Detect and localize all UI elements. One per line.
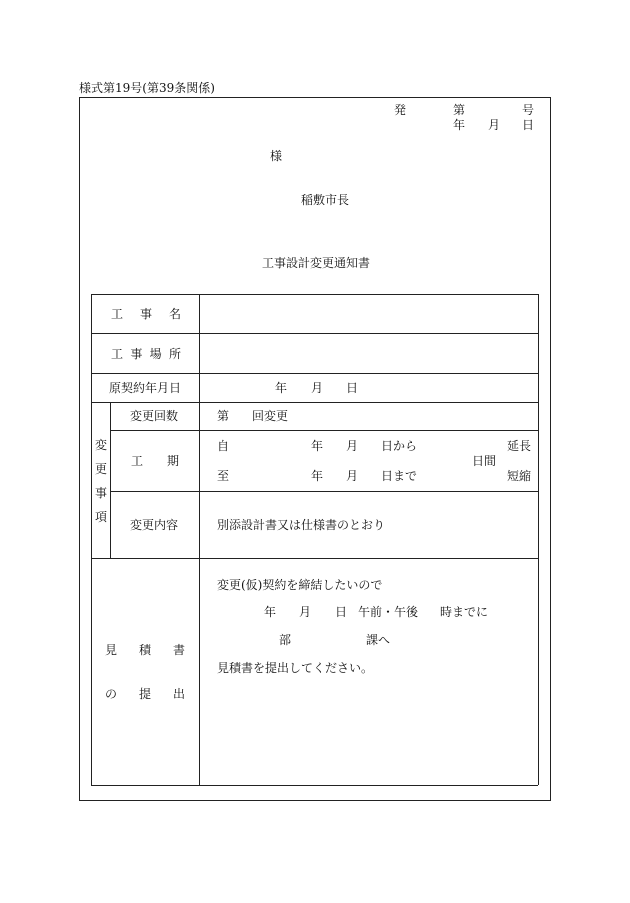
document-title: 工事設計変更通知書 [262, 256, 371, 270]
table-line [199, 294, 200, 785]
date-month: 月 [488, 118, 501, 132]
table-line [91, 558, 538, 559]
estimate-line-4: 見積書を提出してください。 [217, 661, 374, 675]
label-change-count: 変更回数 [130, 409, 179, 423]
form-number-label: 様式第19号(第39条関係) [79, 81, 215, 95]
estimate-month: 月 [299, 605, 312, 619]
table-line [91, 373, 538, 374]
label-change-items-2: 更 [94, 462, 107, 476]
table-line [91, 294, 538, 295]
sender-name: 稲敷市長 [301, 193, 350, 207]
estimate-section: 課へ [366, 633, 391, 647]
period-extend: 延長 [507, 439, 532, 453]
change-count-suffix: 回変更 [252, 409, 289, 423]
estimate-year: 年 [264, 605, 277, 619]
issue-mark: 発 [394, 103, 407, 117]
table-line [110, 430, 538, 431]
date-year: 年 [453, 118, 466, 132]
label-change-items-4: 項 [94, 510, 107, 524]
period-shorten: 短縮 [507, 469, 532, 483]
table-line [110, 491, 538, 492]
period-from-suffix: 日から [381, 439, 418, 453]
table-line [110, 402, 111, 558]
table-line [91, 785, 538, 786]
estimate-day: 日 [335, 605, 348, 619]
addressee-honorific: 様 [270, 149, 283, 163]
number-suffix: 号 [522, 103, 535, 117]
table-line [538, 294, 539, 785]
label-estimate-submission-1: 見 積 書 [105, 643, 185, 657]
estimate-department: 部 [279, 633, 292, 647]
period-from-label: 自 [217, 439, 230, 453]
period-from-month: 月 [346, 439, 359, 453]
label-original-contract-date: 原契約年月日 [109, 381, 182, 395]
period-days: 日間 [472, 454, 497, 468]
estimate-am-pm: 午前・午後 [358, 605, 419, 619]
period-from-year: 年 [311, 439, 324, 453]
label-change-items-3: 事 [94, 486, 107, 500]
period-to-month: 月 [346, 469, 359, 483]
label-construction-period: 工 期 [131, 454, 179, 468]
label-project-location: 工 事 場 所 [111, 347, 181, 361]
label-change-content: 変更内容 [130, 518, 179, 532]
number-prefix: 第 [453, 103, 466, 117]
contract-day: 日 [346, 381, 359, 395]
contract-year: 年 [275, 381, 288, 395]
estimate-until: 時までに [440, 605, 489, 619]
date-day: 日 [522, 118, 535, 132]
label-project-name: 工 事 名 [111, 307, 181, 321]
period-to-suffix: 日まで [381, 469, 418, 483]
period-to-year: 年 [311, 469, 324, 483]
label-change-items-1: 変 [94, 438, 107, 452]
change-content-value: 別添設計書又は仕様書のとおり [217, 518, 386, 532]
table-line [91, 294, 92, 785]
table-line [91, 333, 538, 334]
label-estimate-submission-2: の 提 出 [105, 687, 185, 701]
estimate-line-1: 変更(仮)契約を締結したいので [217, 578, 383, 592]
contract-month: 月 [311, 381, 324, 395]
table-line [91, 402, 538, 403]
period-to-label: 至 [217, 469, 230, 483]
change-count-prefix: 第 [217, 409, 230, 423]
